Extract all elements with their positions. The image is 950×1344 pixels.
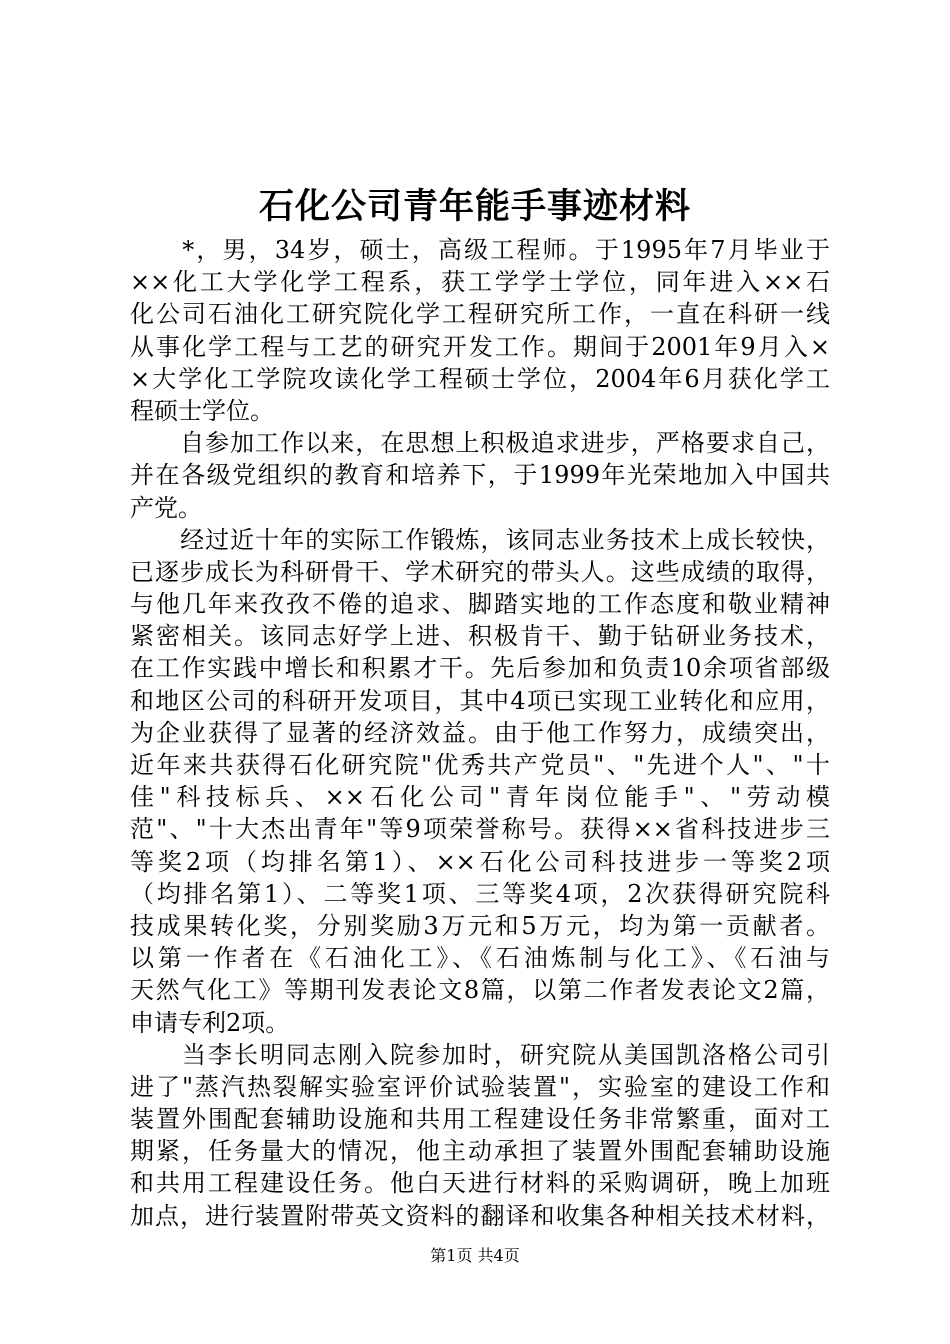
body-line: ××化工大学化学工程系，获工学学士学位，同年进入××石 [130, 268, 830, 297]
body-line: 与他几年来孜孜不倦的追求、脚踏实地的工作态度和敬业精神 [130, 590, 830, 619]
body-line: 化公司石油化工研究院化学工程研究所工作，一直在科研一线 [130, 300, 830, 329]
body-line: 以第一作者在《石油化工》、《石油炼制与化工》、《石油与 [130, 944, 830, 973]
body-line: 申请专利2项。 [130, 1008, 290, 1037]
body-line: 并在各级党组织的教育和培养下，于1999年光荣地加入中国共 [130, 461, 830, 490]
document-title: 石化公司青年能手事迹材料 [258, 186, 691, 227]
body-line: 期紧，任务量大的情况，他主动承担了装置外围配套辅助设施 [130, 1137, 830, 1166]
body-line: 加点，进行装置附带英文资料的翻译和收集各种相关技术材料， [130, 1201, 830, 1230]
page-number: 第1页 共4页 [430, 1246, 520, 1265]
body-line: 为企业获得了显著的经济效益。由于他工作努力，成绩突出， [130, 718, 830, 747]
body-line: 装置外围配套辅助设施和共用工程建设任务非常繁重，面对工 [130, 1105, 830, 1134]
document-body [130, 234, 830, 1232]
body-line: 当李长明同志刚入院参加时，研究院从美国凯洛格公司引 [130, 1040, 830, 1069]
body-line: 和地区公司的科研开发项目，其中4项已实现工业转化和应用， [130, 686, 830, 715]
body-line: 天然气化工》等期刊发表论文8篇，以第二作者发表论文2篇， [130, 976, 830, 1005]
body-line: 已逐步成长为科研骨干、学术研究的带头人。这些成绩的取得， [130, 557, 830, 586]
body-line: 在工作实践中增长和积累才干。先后参加和负责10余项省部级 [130, 654, 830, 683]
body-line: ×大学化工学院攻读化学工程硕士学位，2004年6月获化学工 [130, 364, 830, 393]
body-line: 从事化学工程与工艺的研究开发工作。期间于2001年9月入× [130, 332, 830, 361]
body-line: *，男，34岁，硕士，高级工程师。于1995年7月毕业于 [130, 236, 830, 264]
body-line: 佳"科技标兵、××石化公司"青年岗位能手"、"劳动模 [130, 783, 830, 812]
body-line: 技成果转化奖，分别奖励3万元和5万元，均为第一贡献者。 [130, 911, 830, 940]
body-line: 等奖2项（均排名第1）、××石化公司科技进步一等奖2项 [130, 847, 830, 876]
body-line: （均排名第1）、二等奖1项、三等奖4项，2次获得研究院科 [130, 879, 830, 908]
body-line: 产党。 [130, 493, 202, 522]
body-line: 范"、"十大杰出青年"等9项荣誉称号。获得××省科技进步三 [130, 815, 830, 844]
body-line: 经过近十年的实际工作锻炼，该同志业务技术上成长较快， [130, 525, 830, 554]
body-line: 和共用工程建设任务。他白天进行材料的采购调研，晚上加班 [130, 1169, 830, 1198]
body-line: 自参加工作以来，在思想上积极追求进步，严格要求自己， [130, 429, 830, 458]
body-line: 程硕士学位。 [130, 396, 274, 425]
body-line: 进了"蒸汽热裂解实验室评价试验装置"，实验室的建设工作和 [130, 1072, 830, 1101]
body-line: 紧密相关。该同志好学上进、积极肯干、勤于钻研业务技术， [130, 622, 830, 651]
body-line: 近年来共获得石化研究院"优秀共产党员"、"先进个人"、"十 [130, 751, 830, 779]
